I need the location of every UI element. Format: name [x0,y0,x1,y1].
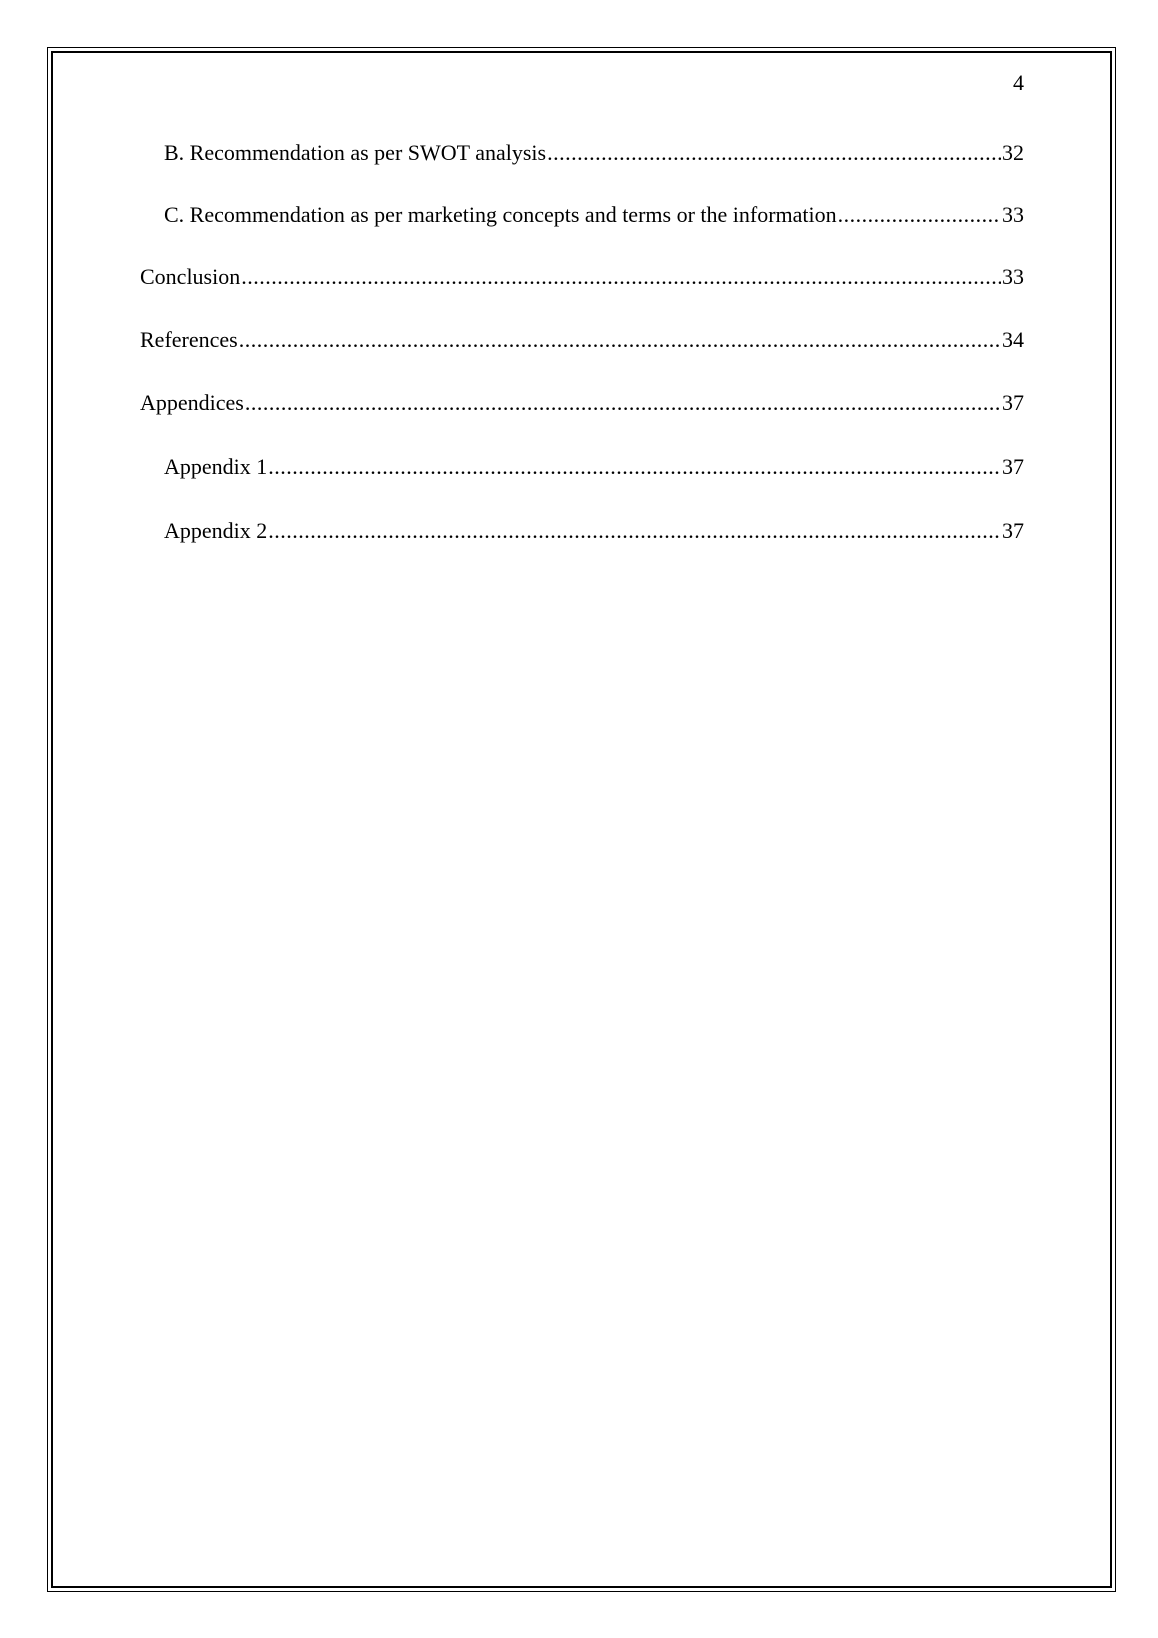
toc-entry-marketing-recommendation[interactable] [164,200,1024,230]
toc-entry-page: 33 [1001,262,1024,292]
toc-entry-label: B. Recommendation as per SWOT analysis [164,138,547,168]
toc-entry-conclusion[interactable] [140,262,1024,292]
toc-entry-appendix-2[interactable] [164,516,1024,546]
toc-entry-swot-recommendation[interactable] [164,138,1024,168]
toc-dot-leader [239,325,1001,355]
toc-entry-appendix-1[interactable] [164,452,1024,482]
toc-entry-label: References [140,325,239,355]
page-number: 4 [1013,70,1024,95]
toc-dot-leader [268,452,1001,482]
toc-entry-label: Appendices [140,388,245,418]
toc-entry-label: Appendix 2 [164,516,268,546]
toc-entry-page: 37 [1001,388,1024,418]
toc-entry-label: Conclusion [140,262,241,292]
toc-dot-leader [245,388,1001,418]
toc-entry-page: 33 [1001,200,1024,230]
toc-entry-page: 34 [1001,325,1024,355]
toc-dot-leader [241,262,1001,292]
toc-entry-page: 32 [1001,138,1024,168]
toc-entry-page: 37 [1001,516,1024,546]
toc-entry-label: Appendix 1 [164,452,268,482]
toc-entry-appendices[interactable] [140,388,1024,418]
toc-entry-page: 37 [1001,452,1024,482]
toc-dot-leader [547,138,1001,168]
toc-dot-leader [268,516,1001,546]
toc-entry-label: C. Recommendation as per marketing concepts and terms or the information [164,200,838,230]
toc-dot-leader [838,200,1001,230]
toc-entry-references[interactable] [140,325,1024,355]
